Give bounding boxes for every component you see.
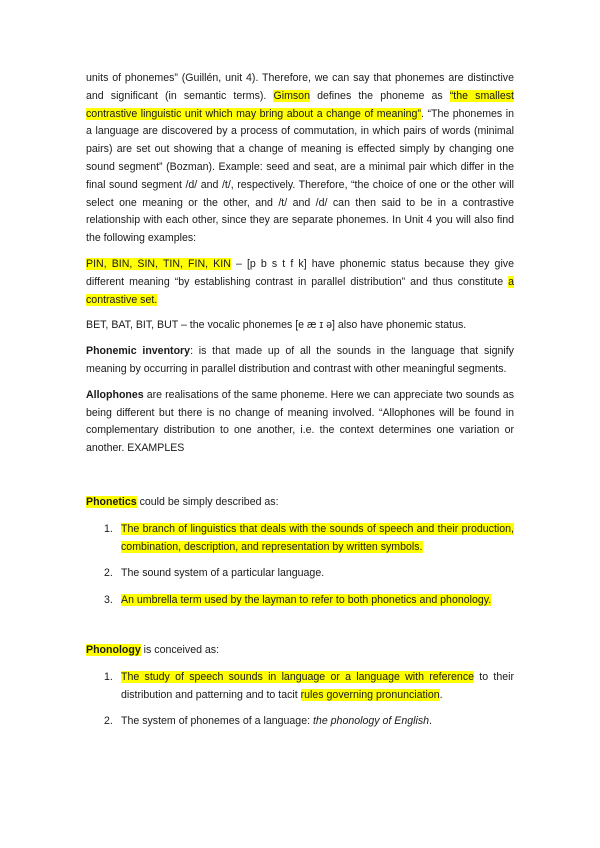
highlight-text: rules governing pronunciation <box>300 688 440 701</box>
phonology-list <box>86 669 514 731</box>
highlight-gimson: Gimson <box>273 89 310 102</box>
highlight-quote: “the smallest contrastive linguistic unit which may bring about a change of meaning” <box>86 89 514 120</box>
text-span: to their distribution and patterning and to tacit <box>121 670 514 701</box>
list-item <box>86 521 514 557</box>
list-number: 3. <box>104 594 113 607</box>
term-allophones: Allophones <box>86 388 144 401</box>
list-number: 1. <box>104 522 113 535</box>
text-span: are realisations of the same phoneme. Here we can appreciate two sounds as being different but there is no change of meaning involved. “Allophones will be found in complementary distribution to one another, i.e. the context determines one variation or another. EXAMPLES <box>86 388 514 455</box>
text-span: . <box>439 688 443 701</box>
text-span: The system of phonemes of a language: <box>121 715 313 728</box>
paragraph-examples-consonants <box>86 256 514 309</box>
list-item-text: The sound system of a particular language. <box>121 567 325 580</box>
text-span: units of phonemes” (Guillén, unit 4). Therefore, we can say that phonemes are distinctive and significant (in semantic terms). <box>86 72 514 102</box>
phonetics-heading <box>86 494 514 512</box>
text-span: is conceived as: <box>140 643 220 656</box>
text-span: . “The phonemes in a language are discovered by a process of commutation, in which pairs of words (minimal pairs) are set out showing that a change of meaning is effected simply by changing one sound segment” (Bozman). Example: seed and seat, are a minimal pair which differ in the final sound segment /d/ and /t/, respectively. Therefore, “the choice of one or the other will select one meaning or the other, and /t/ and /d/ can then said to be in a contrastive relationship with each other, since they are separate phonemes. In Unit 4 you will also find the following examples: <box>86 107 514 245</box>
term-phonetics: Phonetics <box>86 495 137 508</box>
text-span: – [p b s t f k] have phonemic status because they give different meaning “by establishing contrast in parallel distribution” and thus constitute <box>86 257 514 288</box>
list-item <box>86 713 514 731</box>
list-number: 2. <box>104 715 113 728</box>
phonetics-list <box>86 521 514 610</box>
text-span: defines the phoneme as <box>309 89 450 102</box>
text-span: BET, BAT, BIT, BUT – the vocalic phonemes [e æ ɪ ə] also have phonemic status. <box>86 319 467 332</box>
list-item-text: An umbrella term used by the layman to refer to both phonetics and phonology. <box>121 594 492 607</box>
list-item <box>86 669 514 705</box>
term-phonology: Phonology <box>86 643 141 656</box>
phonology-heading <box>86 642 514 660</box>
text-span: . <box>429 715 432 728</box>
highlight-text: The study of speech sounds in language or a language with reference <box>121 670 475 683</box>
term-phonemic-inventory: Phonemic inventory <box>86 345 191 358</box>
list-number: 1. <box>104 670 113 683</box>
list-item <box>86 565 514 583</box>
list-item <box>86 592 514 610</box>
paragraph-examples-vowels <box>86 317 514 335</box>
italic-text: the phonology of English <box>312 715 430 728</box>
list-number: 2. <box>104 567 113 580</box>
document-body <box>86 70 514 740</box>
list-item-text: The branch of linguistics that deals with the sounds of speech and their production, combination, description, and representation by written symbols. <box>121 522 514 553</box>
highlight-minimal-set: PIN, BIN, SIN, TIN, FIN, KIN <box>86 257 231 270</box>
paragraph-phonemic-inventory <box>86 343 514 379</box>
paragraph-allophones <box>86 387 514 458</box>
text-span: : is that made up of all the sounds in the language that signify meaning by occurring in parallel distribution and contrast with other meaningful segments. <box>86 345 514 375</box>
paragraph-phoneme-definition <box>86 70 514 248</box>
highlight-contrastive-set: a contrastive set. <box>86 275 514 306</box>
text-span: could be simply described as: <box>136 495 279 508</box>
